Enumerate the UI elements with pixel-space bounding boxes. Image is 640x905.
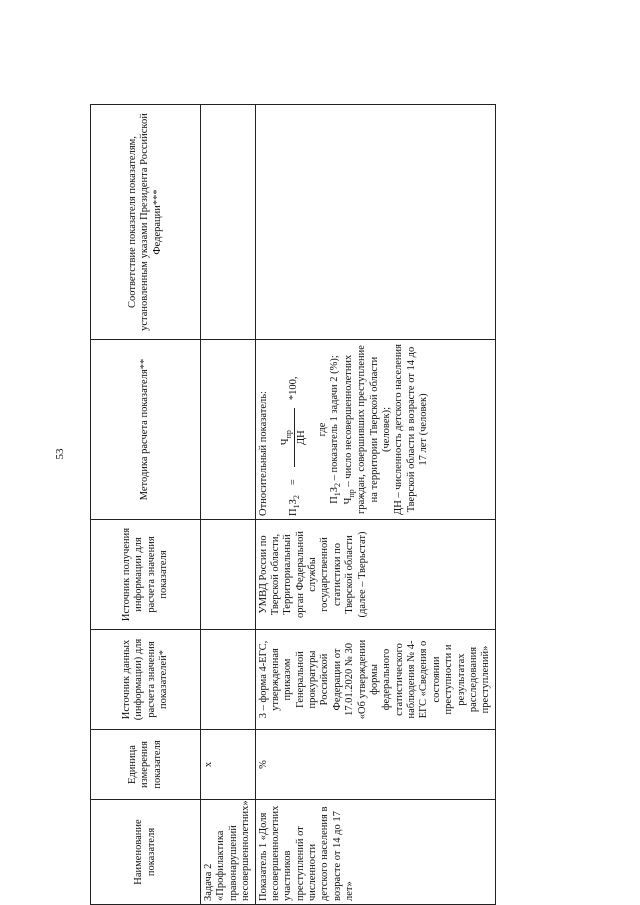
table-row-task <box>201 105 256 905</box>
header-name: Наименование показателя <box>91 800 201 905</box>
table-header-row <box>91 105 201 905</box>
indicator-data-source: 3 – форма 4-ЕГС, утвержденная приказом Генеральной прокуратуры Российской Федерации от 17.01.2020 № 30 «Об утверждении формы федерального статистического наблюдения № 4-ЕГС «Сведения о состоянии преступности и результатах расследования преступлений» <box>255 630 495 730</box>
page-number: 53 <box>54 448 66 460</box>
indicator-table <box>90 104 496 905</box>
header-info-source: Источник получения информации для расчета значения показателя <box>91 520 201 630</box>
method-intro: Относительный показатель: <box>257 391 269 516</box>
header-unit: Единица измерения показателя <box>91 730 201 800</box>
task-unit: х <box>201 730 256 800</box>
method-formula: $П_1З_2$ = $Ч_{пр}$ ДН *100, <box>279 376 308 516</box>
task-name: Задача 2 «Профилактика правонарушений несовершеннолетних» <box>201 800 256 905</box>
indicator-info-source: УМВД России по Тверской области, Территориальный орган Федеральной службы государственной статистики по Тверской области (далее – Тверьстат) <box>255 520 495 630</box>
method-where: где <box>316 422 328 437</box>
header-method: Методика расчета показателя** <box>91 340 201 520</box>
rotated-page <box>90 55 640 905</box>
method-def2: $Ч_{пр}$ – число несовершеннолетних граждан, совершивших преступление на территории Тверской области (человек); <box>342 345 392 514</box>
header-compliance: Соответствие показателя показателям, установленным указами Президента Российской Федерации*** <box>91 105 201 340</box>
indicator-method <box>255 340 495 520</box>
indicator-compliance <box>255 105 495 340</box>
indicator-unit: % <box>255 730 495 800</box>
table-row-indicator <box>255 105 495 905</box>
method-def1: $П_1З_2$ – показатель 1 задачи 2 (%); <box>329 355 343 504</box>
indicator-name: Показатель 1 «Доля несовершеннолетних участников преступлений от численности детского населения в возрасте от 14 до 17 лет» <box>255 800 495 905</box>
formula-fraction: $Ч_{пр}$ ДН <box>280 408 309 467</box>
header-data-source: Источник данных (информации) для расчета значения показателей* <box>91 630 201 730</box>
method-def3: ДН – численность детского населения Тверской области в возрасте от 14 до 17 лет (человек) <box>393 344 430 515</box>
